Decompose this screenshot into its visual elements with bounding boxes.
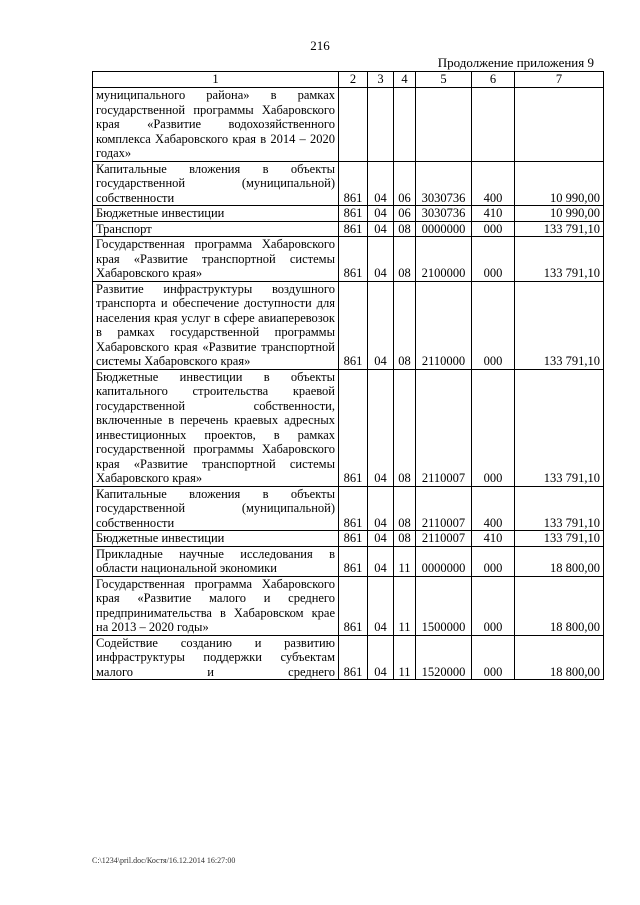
row-section-code: 04 (368, 281, 394, 369)
row-name: Государственная программа Хабаровского края «Развитие малого и среднего предпринимательства в Хабаровском крае на 2013 – 2020 годы» (93, 576, 339, 635)
row-amount: 133 791,10 (515, 486, 604, 531)
row-target-code: 1520000 (416, 635, 472, 680)
row-section-code: 04 (368, 576, 394, 635)
row-section-code: 04 (368, 635, 394, 680)
row-amount: 10 990,00 (515, 161, 604, 206)
table-row (93, 237, 604, 282)
row-subsection-code: 11 (394, 635, 416, 680)
row-amount: 10 990,00 (515, 206, 604, 222)
row-name: Транспорт (93, 221, 339, 237)
row-ministry-code: 861 (339, 546, 368, 576)
row-name: Бюджетные инвестиции в объекты капитального строительства краевой государственной собственности, включенные в перечень краевых адресных инвестиционных проектов, в рамках государственной программы Хабаровского края «Развитие транспортной системы Хабаровского края» (93, 369, 339, 486)
row-section-code (368, 88, 394, 162)
row-amount: 133 791,10 (515, 281, 604, 369)
row-target-code: 2110007 (416, 486, 472, 531)
column-header: 5 (416, 72, 472, 88)
row-amount: 133 791,10 (515, 237, 604, 282)
row-target-code: 2110000 (416, 281, 472, 369)
row-ministry-code: 861 (339, 369, 368, 486)
row-section-code: 04 (368, 486, 394, 531)
table-row (93, 221, 604, 237)
row-expense-type: 000 (472, 576, 515, 635)
row-ministry-code: 861 (339, 206, 368, 222)
row-target-code: 3030736 (416, 206, 472, 222)
row-section-code: 04 (368, 546, 394, 576)
table-row (93, 369, 604, 486)
table-row (93, 281, 604, 369)
column-header: 6 (472, 72, 515, 88)
row-name: муниципального района» в рамках государственной программы Хабаровского края «Развитие водохозяйственного комплекса Хабаровского края в 2014 – 2020 годах» (93, 88, 339, 162)
row-ministry-code (339, 88, 368, 162)
row-ministry-code: 861 (339, 531, 368, 547)
row-section-code: 04 (368, 206, 394, 222)
row-name: Развитие инфраструктуры воздушного транспорта и обеспечение доступности для населения края услуг в сфере авиаперевозок в рамках государственной программы Хабаровского края «Развитие транспортной системы Хабаровского края» (93, 281, 339, 369)
row-subsection-code (394, 88, 416, 162)
row-ministry-code: 861 (339, 237, 368, 282)
footer-file-path: C:\1234\pril.doc/Костя/16.12.2014 16:27:00 (92, 856, 236, 865)
row-target-code: 3030736 (416, 161, 472, 206)
row-amount: 133 791,10 (515, 221, 604, 237)
row-section-code: 04 (368, 221, 394, 237)
row-subsection-code: 08 (394, 221, 416, 237)
row-ministry-code: 861 (339, 161, 368, 206)
row-amount: 133 791,10 (515, 531, 604, 547)
row-target-code: 2110007 (416, 531, 472, 547)
continuation-note: Продолжение приложения 9 (437, 55, 594, 70)
table-header-row (93, 72, 604, 88)
budget-table (92, 71, 604, 680)
row-expense-type: 000 (472, 237, 515, 282)
row-expense-type: 000 (472, 221, 515, 237)
row-ministry-code: 861 (339, 576, 368, 635)
row-expense-type: 000 (472, 369, 515, 486)
row-expense-type: 410 (472, 206, 515, 222)
row-expense-type: 000 (472, 635, 515, 680)
row-target-code: 1500000 (416, 576, 472, 635)
row-target-code: 2110007 (416, 369, 472, 486)
row-name: Прикладные научные исследования в области национальной экономики (93, 546, 339, 576)
row-target-code: 0000000 (416, 546, 472, 576)
row-target-code: 2100000 (416, 237, 472, 282)
row-ministry-code: 861 (339, 486, 368, 531)
table-row (93, 531, 604, 547)
row-name: Бюджетные инвестиции (93, 206, 339, 222)
row-ministry-code: 861 (339, 221, 368, 237)
row-expense-type (472, 88, 515, 162)
row-subsection-code: 06 (394, 206, 416, 222)
row-subsection-code: 11 (394, 576, 416, 635)
column-header: 1 (93, 72, 339, 88)
row-subsection-code: 08 (394, 486, 416, 531)
row-subsection-code: 11 (394, 546, 416, 576)
row-amount (515, 88, 604, 162)
table-row (93, 206, 604, 222)
row-subsection-code: 08 (394, 237, 416, 282)
row-subsection-code: 06 (394, 161, 416, 206)
row-ministry-code: 861 (339, 281, 368, 369)
column-header: 2 (339, 72, 368, 88)
row-expense-type: 410 (472, 531, 515, 547)
table-row (93, 88, 604, 162)
row-amount: 18 800,00 (515, 635, 604, 680)
column-header: 4 (394, 72, 416, 88)
row-name: Государственная программа Хабаровского края «Развитие транспортной системы Хабаровского края» (93, 237, 339, 282)
row-expense-type: 400 (472, 486, 515, 531)
table-row (93, 546, 604, 576)
page-number: 216 (310, 38, 330, 53)
row-name: Капитальные вложения в объекты государственной (муниципальной) собственности (93, 161, 339, 206)
table-row (93, 486, 604, 531)
row-section-code: 04 (368, 369, 394, 486)
row-name: Содействие созданию и развитию инфраструктуры поддержки субъектам малого и среднего (93, 635, 339, 680)
row-name: Капитальные вложения в объекты государственной (муниципальной) собственности (93, 486, 339, 531)
table-row (93, 635, 604, 680)
row-amount: 18 800,00 (515, 576, 604, 635)
table-row (93, 161, 604, 206)
row-expense-type: 000 (472, 546, 515, 576)
row-amount: 18 800,00 (515, 546, 604, 576)
row-subsection-code: 08 (394, 531, 416, 547)
column-header: 3 (368, 72, 394, 88)
row-target-code (416, 88, 472, 162)
row-ministry-code: 861 (339, 635, 368, 680)
row-expense-type: 400 (472, 161, 515, 206)
row-section-code: 04 (368, 161, 394, 206)
row-target-code: 0000000 (416, 221, 472, 237)
row-amount: 133 791,10 (515, 369, 604, 486)
row-subsection-code: 08 (394, 281, 416, 369)
row-name: Бюджетные инвестиции (93, 531, 339, 547)
row-section-code: 04 (368, 531, 394, 547)
column-header: 7 (515, 72, 604, 88)
table-row (93, 576, 604, 635)
row-section-code: 04 (368, 237, 394, 282)
row-expense-type: 000 (472, 281, 515, 369)
row-subsection-code: 08 (394, 369, 416, 486)
